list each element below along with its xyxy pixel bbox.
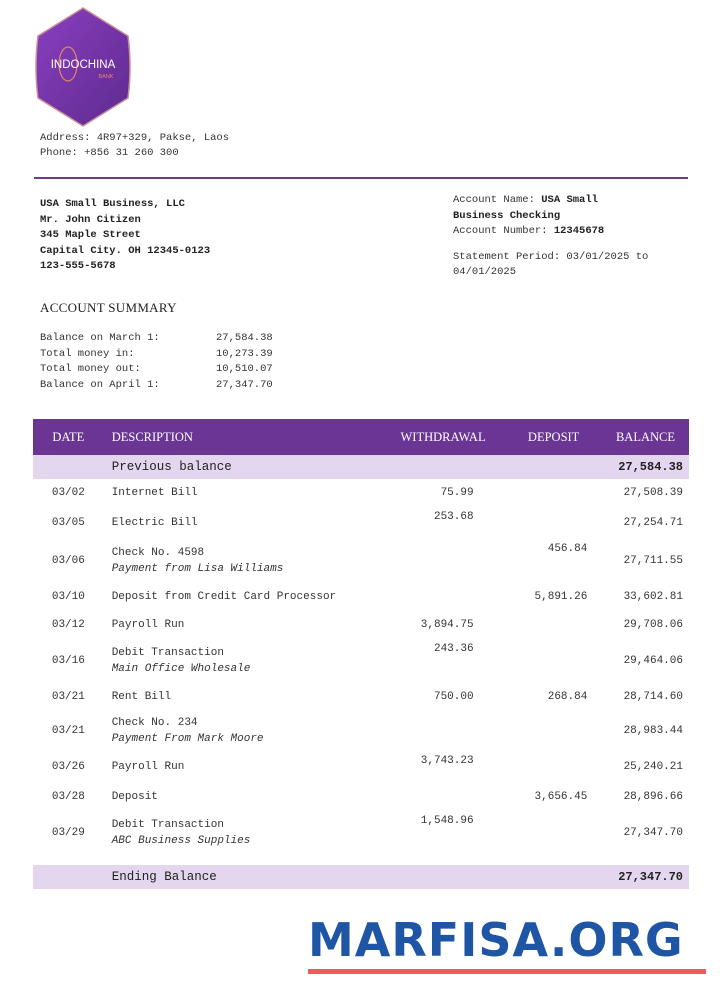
table-row: 03/21 Check No. 234 Payment From Mark Moore 28,983.44 bbox=[51, 717, 683, 745]
table-row: 03/16 Debit Transaction Main Office Wholesale 243.36 29,464.06 bbox=[51, 643, 683, 675]
bank-address: Address: 4R97+329, Pakse, Laos bbox=[40, 132, 230, 144]
ending-balance-row: Ending Balance 27,347.70 bbox=[33, 865, 689, 889]
account-summary-title: ACCOUNT SUMMARY bbox=[40, 300, 177, 315]
col-deposit: DEPOSIT bbox=[496, 419, 594, 455]
logo-text: INDOCHINA bbox=[50, 59, 116, 71]
table-row: 03/05 Electric Bill 253.68 27,254.71 bbox=[51, 511, 683, 529]
col-description: DESCRIPTION bbox=[104, 419, 361, 455]
table-row: 03/28 Deposit 3,656.45 28,896.66 bbox=[51, 791, 683, 803]
col-balance: BALANCE bbox=[593, 419, 689, 455]
logo-subtext: BANK bbox=[98, 74, 114, 80]
table-row: 03/26 Payroll Run 3,743.23 25,240.21 bbox=[51, 755, 683, 773]
customer-city: Capital City. OH 12345-0123 bbox=[40, 244, 211, 257]
account-number-label: Account Number: bbox=[453, 225, 548, 237]
watermark-text: MARFISA.ORG bbox=[308, 913, 684, 967]
statement-period: Statement Period: 03/01/2025 to bbox=[453, 250, 649, 263]
col-withdrawal: WITHDRAWAL bbox=[361, 419, 495, 455]
table-row: 03/06 Check No. 4598 Payment from Lisa Williams 456.84 27,711.55 bbox=[51, 543, 683, 575]
account-number-value: 12345678 bbox=[553, 225, 605, 237]
account-name-value: USA Small bbox=[541, 194, 598, 206]
table-row: 03/12 Payroll Run 3,894.75 29,708.06 bbox=[51, 619, 683, 631]
summary-row: Total money in: 10,273.39 bbox=[40, 347, 273, 360]
table-row: 03/02 Internet Bill 75.99 27,508.39 bbox=[51, 487, 683, 499]
table-row: 03/10 Deposit from Credit Card Processor 5,891.26 33,602.81 bbox=[51, 591, 683, 603]
summary-row: Total money out: 10,510.07 bbox=[40, 363, 273, 375]
bank-contact bbox=[40, 131, 229, 161]
customer-address-block bbox=[40, 197, 210, 275]
previous-balance-row: Previous balance 27,584.38 bbox=[33, 455, 689, 479]
statement-period-end: 04/01/2025 bbox=[453, 266, 517, 278]
customer-phone: 123-555-5678 bbox=[40, 260, 116, 272]
customer-street: 345 Maple Street bbox=[40, 229, 141, 241]
table-header-row bbox=[33, 419, 689, 455]
bank-phone: Phone: +856 31 260 300 bbox=[40, 147, 179, 159]
col-date: DATE bbox=[33, 419, 104, 455]
watermark-underline bbox=[308, 969, 706, 974]
account-summary bbox=[40, 331, 273, 393]
bank-logo bbox=[34, 6, 132, 128]
account-info bbox=[453, 193, 693, 281]
account-name-value-cont: Business Checking bbox=[453, 209, 561, 222]
table-row: 03/29 Debit Transaction ABC Business Supplies 1,548.96 27,347.70 bbox=[51, 815, 683, 847]
summary-row: Balance on April 1: 27,347.70 bbox=[40, 378, 273, 391]
customer-company: USA Small Business, LLC bbox=[40, 198, 185, 210]
table-row: 03/21 Rent Bill 750.00 268.84 28,714.60 bbox=[51, 691, 683, 703]
summary-row: Balance on March 1: 27,584.38 bbox=[40, 332, 273, 344]
transactions-table bbox=[33, 419, 689, 889]
customer-contact: Mr. John Citizen bbox=[40, 213, 141, 226]
header-divider bbox=[34, 177, 688, 179]
account-name-label: Account Name: bbox=[453, 194, 535, 206]
